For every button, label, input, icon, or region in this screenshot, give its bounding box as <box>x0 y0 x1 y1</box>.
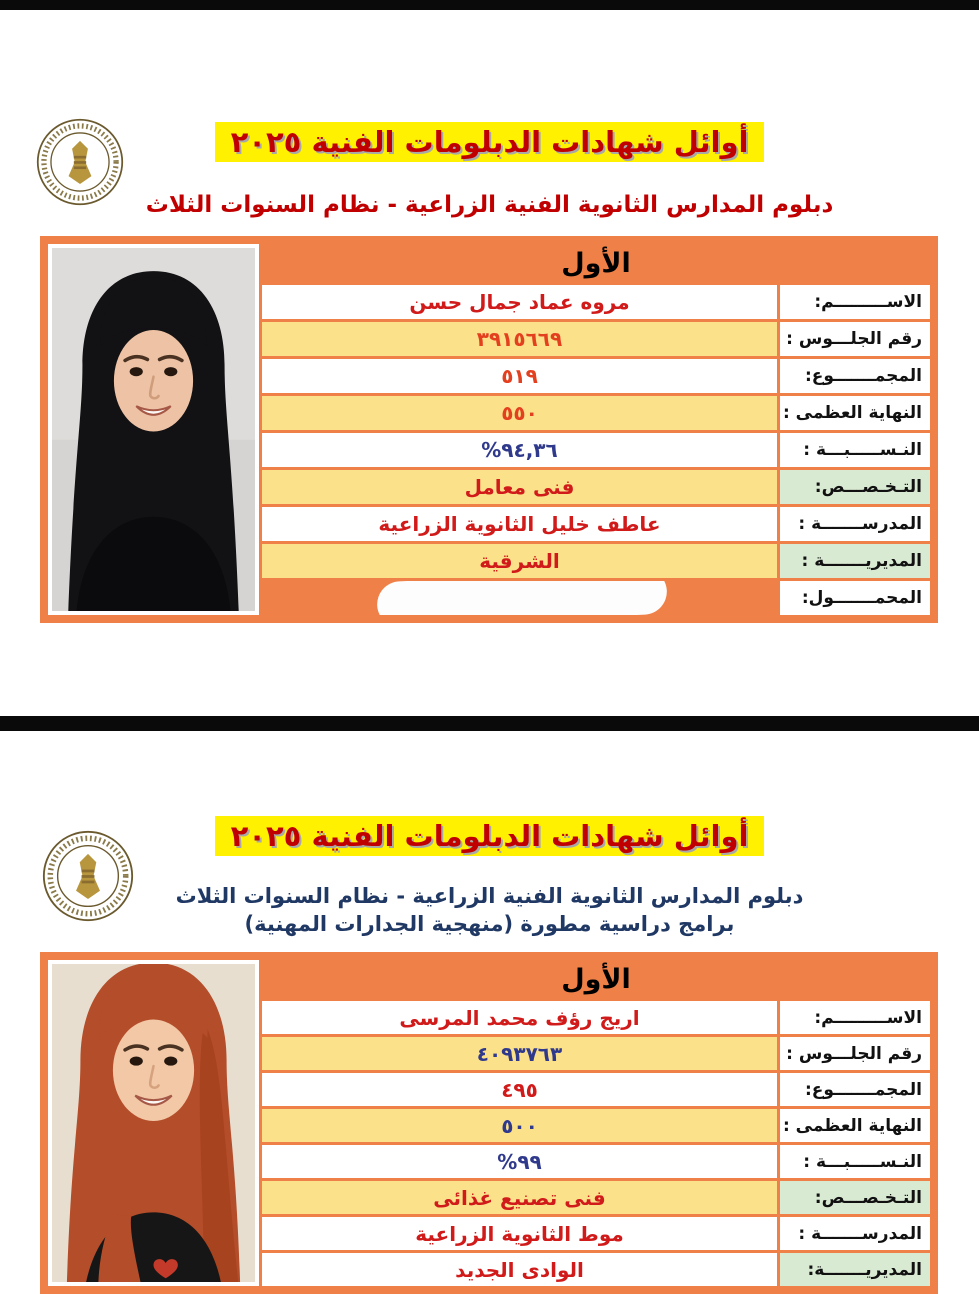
field-label-name: الاســـــــــم: <box>780 1001 930 1034</box>
field-value-specialization: فنى تصنيع غذائى <box>262 1181 777 1214</box>
student-portrait-orange-hijab-icon <box>52 964 255 1282</box>
student-portrait-black-hijab-icon <box>52 248 255 611</box>
results-table <box>40 236 938 623</box>
diploma-subtitle: دبلوم المدارس الثانوية الفنية الزراعية - نظام السنوات الثلاث <box>175 884 804 908</box>
field-label-school: المدرســـــــة : <box>780 1217 930 1250</box>
field-label-specialization: التـخـصـــص: <box>780 470 930 504</box>
field-value-directorate: الوادى الجديد <box>262 1253 777 1286</box>
field-label-directorate: المديريـــــــة: <box>780 1253 930 1286</box>
field-value-total: ٤٩٥ <box>262 1073 777 1106</box>
field-label-percentage: النـســـــبـــة : <box>780 433 930 467</box>
student-photo <box>48 244 259 615</box>
field-value-directorate: الشرقية <box>262 544 777 578</box>
field-label-school: المدرســـــــة : <box>780 507 930 541</box>
page-title-text: أوائل شهادات الدبلومات الفنية ٢٠٢٥ <box>215 122 765 162</box>
section-divider-bar <box>0 716 979 731</box>
diploma-subtitle-program: برامج دراسية مطورة (منهجية الجدارات المهنية) <box>244 912 735 936</box>
field-label-total: المجمـــــــوع: <box>780 1073 930 1106</box>
field-value-seat-number: ٣٩١٥٦٦٩ <box>262 322 777 356</box>
field-label-max-score: النهاية العظمى : <box>780 396 930 430</box>
field-label-total: المجمـــــــوع: <box>780 359 930 393</box>
field-value-mobile-erased <box>262 581 777 615</box>
field-value-school: عاطف خليل الثانوية الزراعية <box>262 507 777 541</box>
field-label-max-score: النهاية العظمى : <box>780 1109 930 1142</box>
field-label-mobile: المحمـــــــول: <box>780 581 930 615</box>
diploma-subtitle: دبلوم المدارس الثانوية الفنية الزراعية - نظام السنوات الثلاث <box>145 192 834 218</box>
field-value-percentage: %٩٤,٣٦ <box>262 433 777 467</box>
field-label-directorate: المديريـــــــة : <box>780 544 930 578</box>
field-label-percentage: النـســـــبـــة : <box>780 1145 930 1178</box>
student-photo <box>48 960 259 1286</box>
field-value-name: اريج رؤف محمد المرسى <box>262 1001 777 1034</box>
page-title <box>0 816 979 856</box>
top-black-bar <box>0 0 979 10</box>
field-value-seat-number: ٤٠٩٣٧٦٣ <box>262 1037 777 1070</box>
field-label-seat-number: رقم الجلـــوس : <box>780 1037 930 1070</box>
field-label-seat-number: رقم الجلـــوس : <box>780 322 930 356</box>
field-value-name: مروه عماد جمال حسن <box>262 285 777 319</box>
rank-header: الأول <box>561 963 631 995</box>
field-label-name: الاســـــــــم: <box>780 285 930 319</box>
results-table <box>40 952 938 1294</box>
field-value-max-score: ٥٠٠ <box>262 1109 777 1142</box>
field-value-percentage: %٩٩ <box>262 1145 777 1178</box>
field-value-specialization: فنى معامل <box>262 470 777 504</box>
page-title <box>0 122 979 162</box>
field-label-specialization: التـخـصـــص: <box>780 1181 930 1214</box>
field-value-max-score: ٥٥٠ <box>262 396 777 430</box>
page-title-text: أوائل شهادات الدبلومات الفنية ٢٠٢٥ <box>215 816 765 856</box>
field-value-school: موط الثانوية الزراعية <box>262 1217 777 1250</box>
rank-header: الأول <box>561 247 631 279</box>
field-value-total: ٥١٩ <box>262 359 777 393</box>
